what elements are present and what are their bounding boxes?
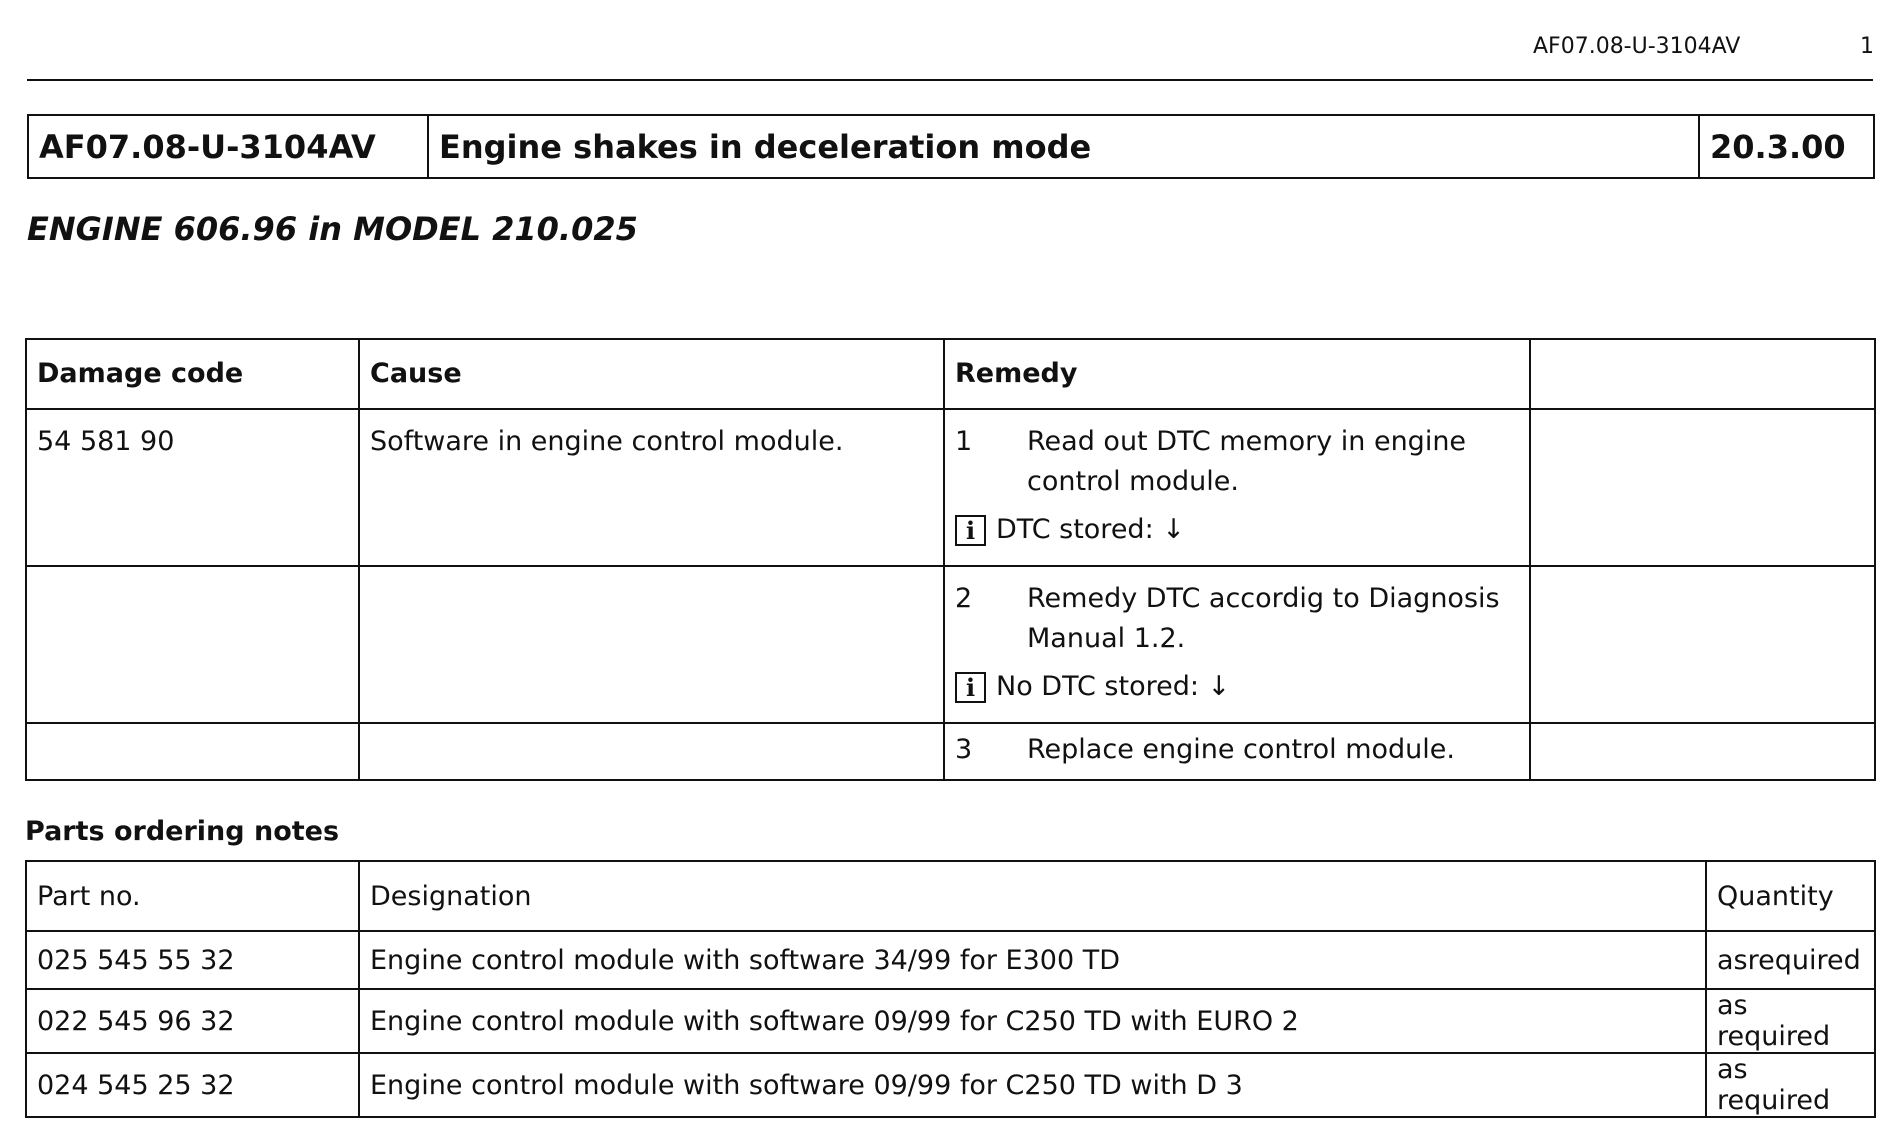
blank-cell <box>1530 566 1875 723</box>
quantity: as required <box>1706 989 1875 1053</box>
blank-cell <box>1530 409 1875 566</box>
col-header-quantity: Quantity <box>1706 861 1875 931</box>
diagnosis-table <box>25 338 1876 781</box>
title-date: 20.3.00 <box>1699 115 1874 178</box>
col-header-blank <box>1530 339 1875 409</box>
remedy-step-1 <box>944 409 1530 566</box>
page-number: 1 <box>1860 34 1874 59</box>
col-header-remedy: Remedy <box>944 339 1530 409</box>
step-info: No DTC stored: ↓ <box>996 671 1231 702</box>
col-header-designation: Designation <box>359 861 1706 931</box>
parts-header-row <box>26 861 1875 931</box>
diagnosis-row <box>26 566 1875 723</box>
header-doc-code: AF07.08-U-3104AV <box>1533 34 1741 59</box>
damage-code-value: 54 581 90 <box>26 409 359 566</box>
info-icon: i <box>955 672 986 703</box>
table-row <box>26 1053 1875 1117</box>
col-header-cause: Cause <box>359 339 944 409</box>
diagnosis-row <box>26 723 1875 780</box>
blank-cell <box>359 566 944 723</box>
step-text: Remedy DTC accordig to Diagnosis Manual 1.2. <box>1027 583 1500 654</box>
step-number: 2 <box>955 583 973 614</box>
parts-table <box>25 860 1876 1118</box>
step-text: Replace engine control module. <box>1027 734 1455 765</box>
blank-cell <box>359 723 944 780</box>
remedy-step-2 <box>944 566 1530 723</box>
designation: Engine control module with software 09/99 for C250 TD with D 3 <box>359 1053 1706 1117</box>
part-no: 025 545 55 32 <box>26 931 359 989</box>
title-code: AF07.08-U-3104AV <box>28 115 428 178</box>
step-text: Read out DTC memory in engine control module. <box>1027 426 1467 497</box>
blank-cell <box>1530 723 1875 780</box>
col-header-damage-code: Damage code <box>26 339 359 409</box>
step-number: 1 <box>955 426 973 457</box>
cause-value: Software in engine control module. <box>359 409 944 566</box>
info-icon: i <box>955 515 986 546</box>
blank-cell <box>26 566 359 723</box>
parts-section-title: Parts ordering notes <box>25 816 340 847</box>
step-number: 3 <box>955 734 973 765</box>
quantity: asrequired <box>1706 931 1875 989</box>
designation: Engine control module with software 34/99 for E300 TD <box>359 931 1706 989</box>
diagnosis-row <box>26 409 1875 566</box>
engine-model-line: ENGINE 606.96 in MODEL 210.025 <box>27 210 638 248</box>
part-no: 022 545 96 32 <box>26 989 359 1053</box>
step-info: DTC stored: ↓ <box>996 514 1185 545</box>
page-title: Engine shakes in deceleration mode <box>428 115 1699 178</box>
table-row <box>26 989 1875 1053</box>
table-row <box>26 931 1875 989</box>
diagnosis-header-row <box>26 339 1875 409</box>
designation: Engine control module with software 09/99 for C250 TD with EURO 2 <box>359 989 1706 1053</box>
col-header-part-no: Part no. <box>26 861 359 931</box>
part-no: 024 545 25 32 <box>26 1053 359 1117</box>
blank-cell <box>26 723 359 780</box>
title-bar <box>27 114 1875 179</box>
quantity: as required <box>1706 1053 1875 1117</box>
remedy-step-3 <box>944 723 1530 780</box>
header-divider <box>27 79 1873 81</box>
